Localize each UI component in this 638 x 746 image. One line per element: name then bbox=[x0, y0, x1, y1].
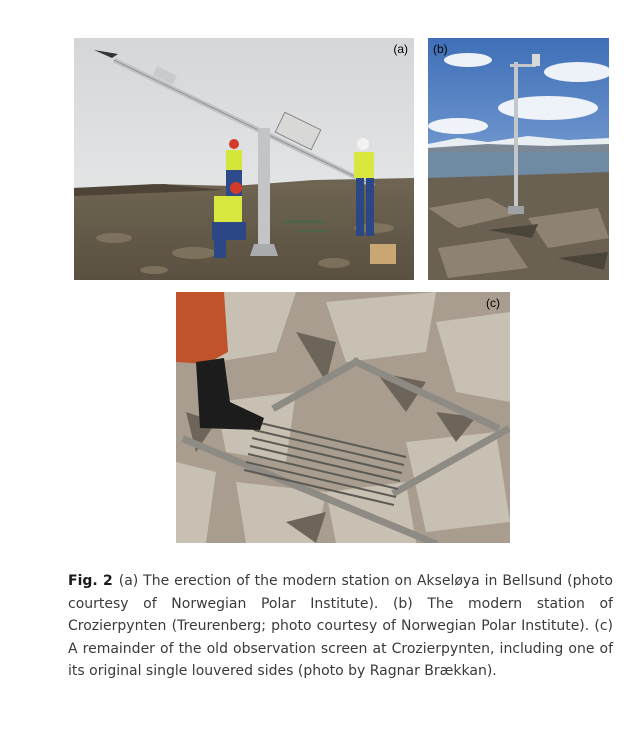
photo-old-screen-remnant bbox=[176, 292, 510, 543]
photo-station-erection bbox=[74, 38, 414, 280]
photo-c-image bbox=[176, 292, 510, 543]
photo-modern-station bbox=[428, 38, 609, 280]
panel-label-b: (b) bbox=[433, 42, 448, 56]
photo-a-image bbox=[74, 38, 414, 280]
figure-caption bbox=[68, 570, 613, 683]
panel-label-a: (a) bbox=[393, 42, 408, 56]
caption-text: (a) The erection of the modern station on Akseløya in Bellsund (photo courtesy of Norwegian Polar Institute). (b) The modern station of Crozierpynten (Treurenberg; photo courtesy of Norwegian Polar Institute). (c) A remainder of the old observation screen at Crozierpynten, including one of its original single louvered sides (photo by Ragnar Brækkan). bbox=[68, 573, 613, 680]
figure-number: Fig. 2 bbox=[68, 573, 113, 589]
photo-b-image bbox=[428, 38, 609, 280]
panel-label-c: (c) bbox=[486, 296, 500, 310]
